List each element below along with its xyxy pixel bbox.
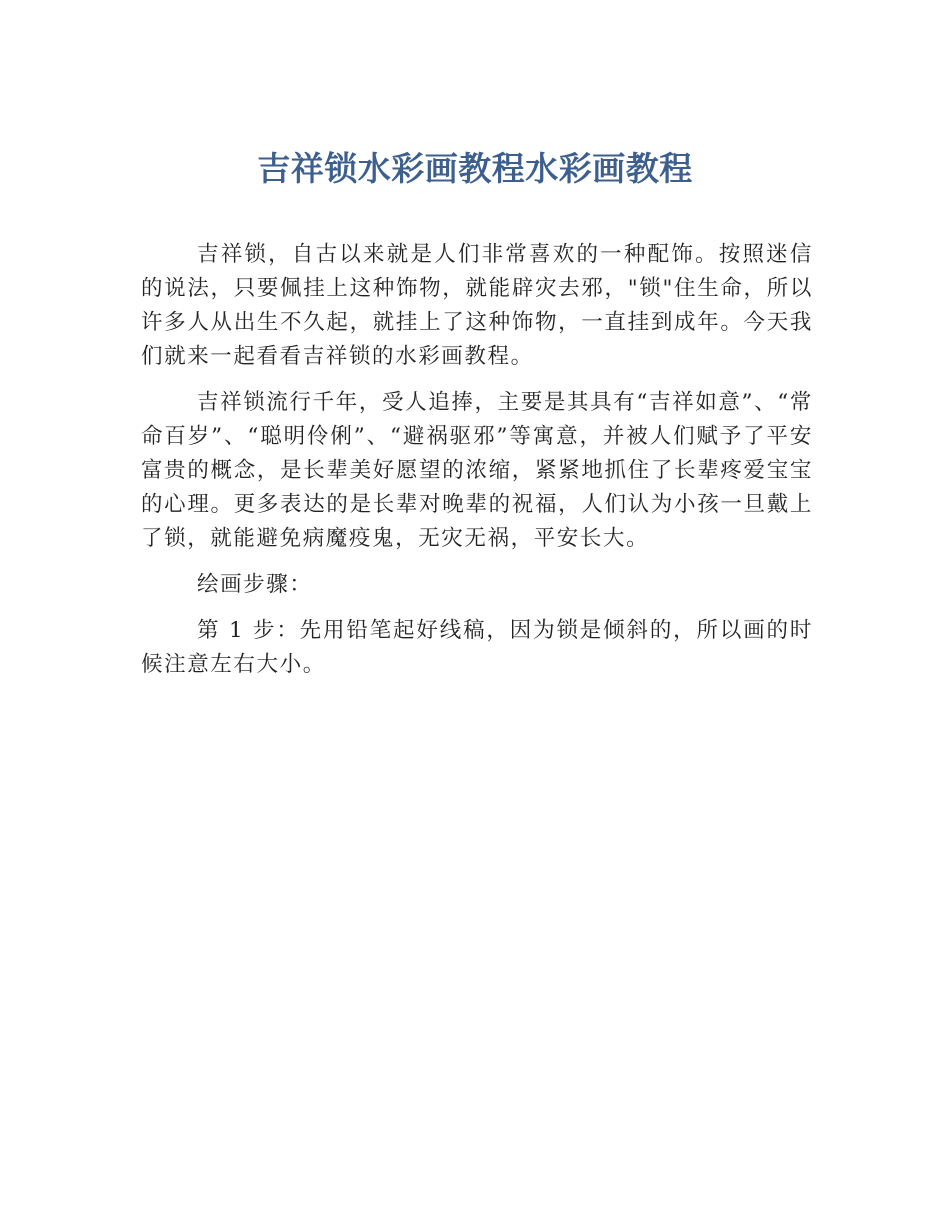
- paragraph-intro: 吉祥锁，自古以来就是人们非常喜欢的一种配饰。按照迷信的说法，只要佩挂上这种饰物，就能辟灾去邪，"锁"住生命，所以许多人从出生不久起，就挂上了这种饰物，一直挂到成年。今天我们就来一起看看吉祥锁的水彩画教程。: [141, 242, 813, 369]
- paragraph-meaning: 吉祥锁流行千年，受人追捧，主要是其具有“吉祥如意”、“常命百岁”、“聪明伶俐”、“避祸驱邪”等寓意，并被人们赋予了平安富贵的概念，是长辈美好愿望的浓缩，紧紧地抓住了长辈疼爱宝宝的心理。更多表达的是长辈对晚辈的祝福，人们认为小孩一旦戴上了锁，就能避免病魔疫鬼，无灾无祸，平安长大。: [141, 390, 813, 551]
- document-body: [141, 238, 813, 694]
- paragraph-steps-heading: 绘画步骤：: [197, 572, 313, 597]
- paragraph-step-1: 第 1 步：先用铅笔起好线稿，因为锁是倾斜的，所以画的时候注意左右大小。: [141, 618, 813, 677]
- document-title: 吉祥锁水彩画教程水彩画教程: [257, 149, 693, 188]
